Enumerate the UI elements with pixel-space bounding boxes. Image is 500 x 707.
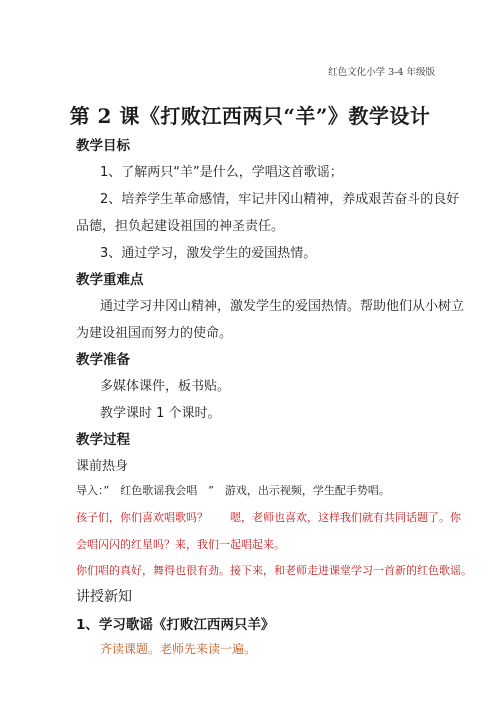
key-points-line: 为建设祖国而努力的使命。	[76, 326, 233, 341]
step1-heading: 1、学习歌谣《打败江西两只羊》	[76, 617, 275, 633]
goal-item: 2、培养学生革命感情，牢记井冈山精神，养成艰苦奋斗的良好	[100, 192, 460, 207]
document-title: 第 2 课《打败江西两只“羊”》教学设计	[69, 104, 431, 128]
key-points-heading: 教学重难点	[76, 272, 144, 288]
intro-line: 导入：” 红色歌谣我会唱 ” 游戏，出示视频，学生配手势唱。	[76, 484, 390, 497]
process-heading: 教学过程	[76, 432, 130, 448]
goal-item: 品德，担负起建设祖国的神圣责任。	[76, 219, 285, 234]
dialogue-line: 孩子们，你们喜欢唱歌吗？ 嗯，老师也喜欢，这样我们就有共同话题了。你	[76, 511, 461, 524]
prep-line: 多媒体课件，板书贴。	[100, 379, 231, 394]
goal-item: 1、了解两只“羊”是什么，学唱这首歌谣；	[100, 165, 343, 180]
header-note: 红色文化小学 3-4 年级版	[328, 67, 435, 78]
warmup-heading: 课前热身	[76, 459, 129, 474]
prep-heading: 教学准备	[76, 352, 130, 368]
key-points-line: 通过学习井冈山精神，激发学生的爱国热情。帮助他们从小树立	[100, 299, 465, 314]
step1-text: 齐读课题。老师先来读一遍。	[100, 642, 257, 656]
dialogue-line: 会唱闪闪的红星吗？来，我们一起唱起来。	[76, 538, 285, 551]
goal-item: 3、通过学习，激发学生的爱国热情。	[100, 246, 317, 261]
goals-heading: 教学目标	[76, 138, 130, 154]
prep-line: 教学课时 1 个课时。	[100, 406, 221, 421]
teach-heading: 讲授新知	[76, 589, 132, 605]
dialogue-line: 你们唱的真好，舞得也很有劲。接下来，和老师走进课堂学习一首新的红色歌谣。	[76, 564, 472, 577]
